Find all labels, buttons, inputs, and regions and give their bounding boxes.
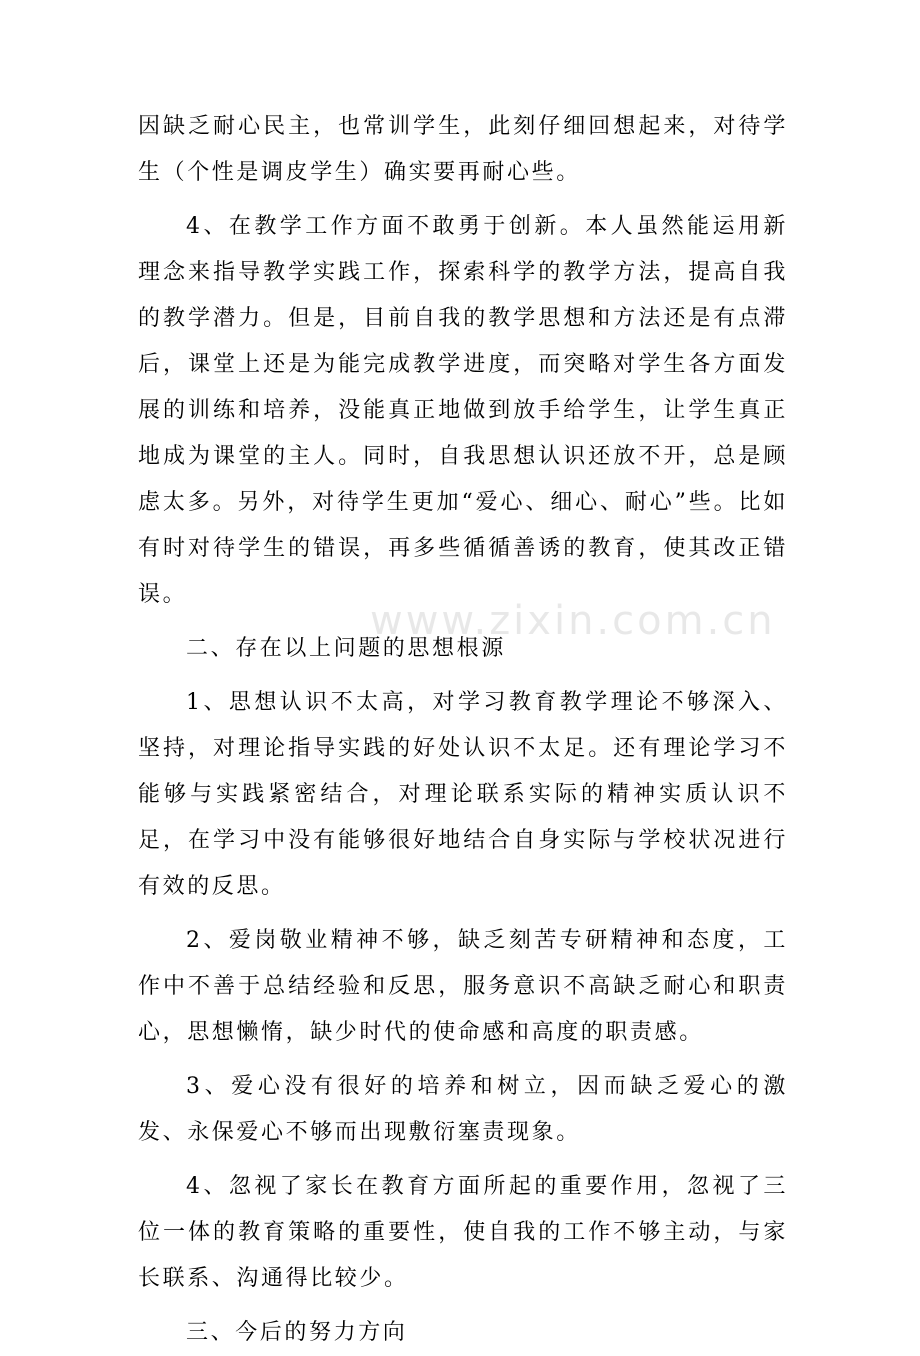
paragraph-cause-2: 2、爱岗敬业精神不够，缺乏刻苦专研精神和态度，工作中不善于总结经验和反思，服务意识不高缺乏耐心和职责心，思想懒惰，缺少时代的使命感和高度的职责感。: [138, 928, 788, 1045]
section-heading-root-causes: 二、存在以上问题的思想根源: [186, 636, 506, 661]
section-heading-future-direction: 三、今后的努力方向: [186, 1320, 408, 1345]
watermark-text: www.zixin.com.cn: [370, 598, 776, 644]
paragraph-innovation: 4、在教学工作方面不敢勇于创新。本人虽然能运用新理念来指导教学实践工作，探索科学的教学方法，提高自我的教学潜力。但是，目前自我的教学思想和方法还是有点滞后，课堂上还是为能完成教学进度，而突略对学生各方面发展的训练和培养，没能真正地做到放手给学生，让学生真正地成为课堂的主人。同时，自我思想认识还放不开，总是顾虑太多。另外，对待学生更加“爱心、细心、耐心”些。比如有时对待学生的错误，再多些循循善诱的教育，使其改正错误。: [138, 214, 788, 607]
paragraph-cause-1: 1、思想认识不太高，对学习教育教学理论不够深入、坚持，对理论指导实践的好处认识不太足。还有理论学习不能够与实践紧密结合，对理论联系实际的精神实质认识不足，在学习中没有能够很好地结合自身实际与学校状况进行有效的反思。: [138, 690, 788, 899]
paragraph-continuation: 因缺乏耐心民主，也常训学生，此刻仔细回想起来，对待学生（个性是调皮学生）确实要再耐心些。: [138, 114, 788, 185]
document-body: [138, 104, 788, 1356]
paragraph-cause-4: 4、忽视了家长在教育方面所起的重要作用，忽视了三位一体的教育策略的重要性，使自我的工作不够主动，与家长联系、沟通得比较少。: [138, 1174, 788, 1291]
paragraph-cause-3: 3、爱心没有很好的培养和树立，因而缺乏爱心的激发、永保爱心不够而出现敷衍塞责现象。: [138, 1074, 788, 1145]
